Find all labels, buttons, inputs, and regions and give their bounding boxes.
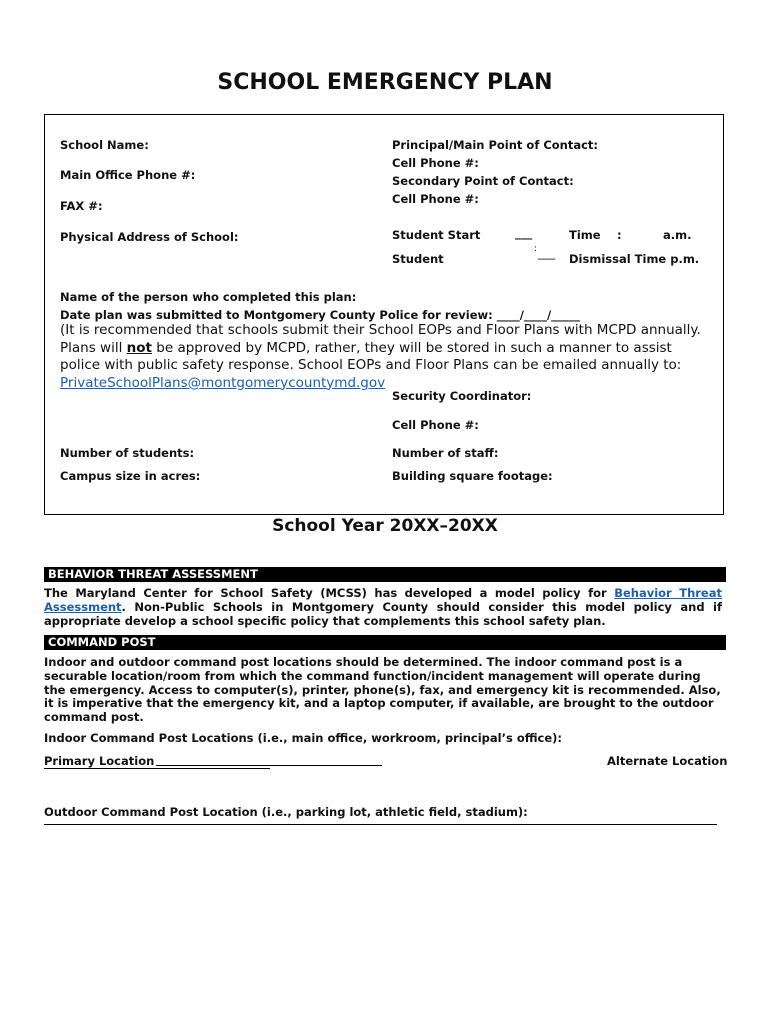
note-text-a: Plans will [60, 339, 127, 356]
note-not-emphasis: not [126, 339, 152, 356]
bta-text-a: The Maryland Center for School Safety (MCSS) has developed a model policy for [44, 586, 615, 600]
campus-size-label: Campus size in acres: [60, 469, 201, 483]
square-footage-label: Building square footage: [392, 469, 553, 483]
school-name-label: School Name: [60, 138, 149, 152]
school-year-heading: School Year 20XX–20XX [272, 516, 498, 536]
address-label: Physical Address of School: [60, 230, 239, 244]
main-phone-label: Main Office Phone #: [60, 168, 196, 182]
date-submitted-label: Date plan was submitted to Montgomery County Police for review: ____/____/_____ [60, 308, 580, 322]
num-students-label: Number of students: [60, 446, 195, 460]
alternate-location-label: Alternate Location [607, 754, 728, 768]
note-text-b: be approved by MCPD, rather, they will be stored in such a manner to assist police with public safety response. School EOPs and Floor Plans can be emailed annually to: [60, 339, 682, 373]
bta-section-header: BEHAVIOR THREAT ASSESSMENT [44, 567, 726, 582]
student-label: Student [392, 252, 444, 266]
num-staff-label: Number of staff: [392, 446, 499, 460]
command-post-section-header: COMMAND POST [44, 635, 726, 650]
student-start-label: Student Start [392, 228, 481, 242]
bta-text-b: . Non-Public Schools in Montgomery County should consider this model policy and if appropriate develop a school specific policy that complements this school safety plan. [44, 599, 722, 628]
outdoor-location-line [44, 824, 717, 825]
mcpd-note [60, 322, 710, 392]
primary-location-label: Primary Location [44, 754, 155, 768]
bta-link[interactable]: Behavior Threat Assessment [44, 586, 722, 614]
dismissal-time-label: Dismissal Time p.m. [569, 252, 700, 266]
security-coordinator-label: Security Coordinator: [392, 389, 532, 403]
dismissal-colon: : [534, 244, 538, 254]
bta-paragraph [44, 587, 722, 628]
secondary-contact-label: Secondary Point of Contact: [392, 174, 574, 188]
command-post-paragraph: Indoor and outdoor command post locations should be determined. The indoor command post is a securable location/room from which the command function/incident management will operate during the emergency. Access to computer(s), printer, phone(s), fax, and emergency kit is recommended. Also, it is imperative that the emergency kit, and a laptop computer, if available, are brought to the outdoor command post. [44, 655, 721, 725]
cell-phone-1-label: Cell Phone #: [392, 156, 479, 170]
primary-location-line [156, 765, 382, 766]
dismissal-time-blank: ___ [538, 246, 556, 260]
primary-location-underline [44, 768, 270, 769]
time-label: Time [569, 228, 601, 242]
indoor-locations-label: Indoor Command Post Locations (i.e., main office, workroom, principal’s office): [44, 731, 563, 745]
cell-phone-3-label: Cell Phone #: [392, 418, 479, 432]
email-link[interactable]: PrivateSchoolPlans@montgomerycountymd.gov [60, 374, 386, 391]
completed-by-label: Name of the person who completed this plan: [60, 290, 357, 304]
time-colon: : [617, 228, 622, 242]
cell-phone-2-label: Cell Phone #: [392, 192, 479, 206]
principal-label: Principal/Main Point of Contact: [392, 138, 599, 152]
page-title: SCHOOL EMERGENCY PLAN [217, 70, 553, 95]
note-line-1: (It is recommended that schools submit their School EOPs and Floor Plans with MCPD annually. [60, 322, 701, 338]
outdoor-location-label: Outdoor Command Post Location (i.e., parking lot, athletic field, stadium): [44, 805, 528, 819]
start-time-blank: ___ [515, 226, 533, 240]
fax-label: FAX #: [60, 199, 103, 213]
am-label: a.m. [663, 228, 692, 242]
